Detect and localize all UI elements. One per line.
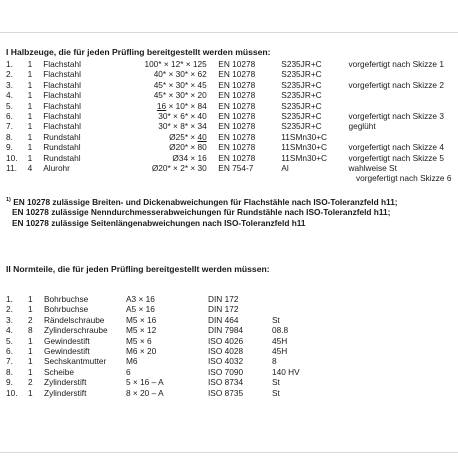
cell-note: vorgefertigt nach Skizze 3 (348, 111, 444, 122)
cell-mat: 45H (272, 335, 288, 346)
cell-dim: Ø34 × 16 (172, 152, 207, 163)
cell-dim: A5 × 16 (126, 304, 155, 315)
cell-note: vorgefertigt nach Skizze 1 (348, 59, 444, 69)
footnote (6, 197, 398, 228)
cell-note (348, 90, 458, 100)
cell-qty: 1 (28, 346, 33, 357)
cell-pos: 7. (6, 121, 13, 132)
cell-pos: 7. (6, 356, 13, 367)
cell-dim (108, 101, 207, 111)
cell-norm: ISO 4026 (208, 335, 244, 346)
cell-norm: EN 10278 (218, 79, 256, 90)
table-row (6, 153, 458, 163)
cell-mat (272, 294, 332, 304)
cell-norm: ISO 8735 (208, 387, 244, 398)
cell-dim: 40* × 30* × 62 (153, 69, 207, 80)
table-row (6, 132, 458, 142)
cell-name: Flachstahl (43, 79, 82, 90)
cell-pos: 2. (6, 304, 13, 315)
table-row (6, 69, 458, 79)
cell-name: Sechskantmutter (44, 356, 107, 367)
cell-dim: 45* × 30* × 45 (153, 79, 207, 90)
footnote-line1-text: EN 10278 zulässige Breiten- und Dickenabweichungen für Flachstähle nach ISO-Toleranzfeld h11; (13, 197, 398, 207)
cell-pos: 2. (6, 69, 13, 80)
cell-dim: M5 × 12 (126, 325, 157, 336)
cell-dim: Ø20* × 80 (169, 142, 207, 153)
cell-qty: 1 (27, 100, 33, 111)
cell-pos: 6. (6, 111, 13, 122)
cell-name: Zylinderschraube (44, 325, 108, 336)
cell-mat: St (272, 314, 280, 325)
cell-pos: 5. (6, 335, 13, 346)
cell-pos: 4. (6, 90, 13, 101)
cell-note (348, 132, 458, 142)
cell-norm: ISO 7090 (208, 366, 244, 377)
cell-norm: EN 10278 (218, 131, 256, 142)
cell-mat: Al (281, 163, 289, 174)
cell-name: Scheibe (44, 366, 74, 377)
cell-qty: 4 (27, 163, 33, 174)
cell-dim: M5 × 6 (126, 335, 152, 346)
cell-qty: 1 (27, 69, 33, 80)
cell-dim: 30* × 6* × 40 (158, 111, 207, 122)
cell-pos: 4. (6, 325, 13, 336)
cell-note: geglüht (348, 121, 376, 132)
cell-name: Flachstahl (43, 90, 82, 101)
cell-qty: 1 (27, 79, 33, 90)
cell-pos: 10. (6, 387, 18, 398)
cell-name: Gewindestift (44, 335, 90, 346)
cell-qty: 1 (28, 294, 33, 304)
cell-mat: 11SMn30+C (281, 142, 328, 153)
table-row (6, 325, 332, 335)
cell-norm: EN 754-7 (218, 163, 254, 174)
cell-mat: S235JR+C (281, 59, 322, 69)
cell-note: vorgefertigt nach Skizze 4 (348, 142, 444, 153)
cell-mat: 11SMn30+C (281, 131, 328, 142)
dim-suffix: × 10* × 84 (166, 100, 207, 111)
cell-qty: 1 (27, 152, 33, 163)
table-row (6, 90, 458, 100)
cell-name: Flachstahl (43, 69, 82, 80)
cell-norm: EN 10278 (218, 142, 256, 153)
cell-qty: 1 (27, 142, 33, 153)
table-row (6, 163, 458, 173)
footnote-line1 (6, 197, 398, 207)
section1-title: I Halbzeuge, die für jeden Prüfling bereitgestellt werden müssen: (6, 47, 271, 57)
cell-pos: 3. (6, 79, 13, 90)
cell-name: Bohrbuchse (44, 294, 89, 304)
cell-pos: 8. (6, 366, 13, 377)
table-row (6, 111, 458, 121)
bottom-rule (0, 452, 458, 453)
cell-pos: 3. (6, 314, 13, 325)
footnote-line3: EN 10278 zulässige Seitenlängenabweichungen nach ISO-Toleranzfeld h11 (12, 217, 306, 228)
table-row (6, 80, 458, 90)
table-row (6, 388, 332, 398)
cell-mat: 45H (272, 346, 288, 357)
table-row (6, 367, 332, 377)
cell-norm: EN 10278 (218, 100, 256, 111)
cell-note: vorgefertigt nach Skizze 2 (348, 79, 444, 90)
cell-dim: 45* × 30* × 20 (153, 90, 207, 101)
cell-qty: 1 (28, 387, 33, 398)
cell-qty: 1 (27, 131, 33, 142)
table-row (6, 377, 332, 387)
cell-name: Rändelschraube (44, 314, 105, 325)
cell-note: wahlweise St (348, 163, 397, 174)
cell-qty: 2 (28, 377, 33, 388)
cell-pos: 9. (6, 377, 13, 388)
table-row (6, 294, 332, 304)
dim-prefix: Ø25* × (169, 131, 198, 142)
cell-qty: 1 (27, 90, 33, 101)
table-row (6, 304, 332, 314)
cell-norm: DIN 464 (208, 314, 239, 325)
cell-mat: S235JR+C (281, 111, 322, 122)
cell-pos: 9. (6, 142, 13, 153)
cell-mat: S235JR+C (281, 69, 322, 80)
cell-name: Rundstahl (43, 142, 81, 153)
section1-table (6, 59, 458, 173)
table-row (6, 142, 458, 152)
table-row (6, 101, 458, 111)
cell-qty: 1 (27, 121, 33, 132)
cell-pos: 10. (6, 152, 18, 163)
cell-name: Rundstahl (43, 152, 81, 163)
cell-norm: DIN 172 (208, 294, 239, 304)
cell-dim: M6 × 20 (126, 346, 157, 357)
table-row (6, 336, 332, 346)
cell-mat: S235JR+C (281, 79, 322, 90)
cell-name: Bohrbuchse (44, 304, 89, 315)
cell-qty: 2 (28, 314, 33, 325)
cell-norm: EN 10278 (218, 152, 256, 163)
cell-dim: 6 (126, 366, 131, 377)
cell-norm: DIN 172 (208, 304, 239, 315)
cell-norm: ISO 4032 (208, 356, 244, 367)
cell-norm: EN 10278 (218, 121, 256, 132)
cell-name: Flachstahl (43, 100, 82, 111)
cell-norm: EN 10278 (218, 59, 256, 69)
cell-dim: 5 × 16 – A (126, 377, 164, 388)
cell-dim: 100* × 12* × 125 (144, 59, 207, 69)
cell-norm: DIN 7984 (208, 325, 244, 336)
cell-qty: 1 (27, 59, 33, 69)
cell-mat: 8 (272, 356, 277, 367)
table-row (6, 121, 458, 131)
cell-mat: S235JR+C (281, 90, 322, 101)
cell-name: Zylinderstift (44, 377, 87, 388)
cell-name: Flachstahl (43, 111, 82, 122)
cell-name: Alurohr (43, 163, 70, 174)
cell-qty: 1 (27, 111, 33, 122)
cell-dim: A3 × 16 (126, 294, 155, 304)
cell-name: Zylinderstift (44, 387, 87, 398)
cell-note: vorgefertigt nach Skizze 5 (348, 152, 444, 163)
cell-pos: 5. (6, 100, 13, 111)
cell-name: Flachstahl (43, 59, 82, 69)
cell-pos: 1. (6, 59, 13, 69)
cell-norm: EN 10278 (218, 69, 256, 80)
table-row (6, 59, 458, 69)
cell-norm: EN 10278 (218, 111, 256, 122)
cell-pos: 8. (6, 131, 13, 142)
cell-qty: 1 (28, 304, 33, 315)
cell-note (348, 69, 458, 79)
top-rule (0, 32, 458, 33)
cell-norm: ISO 4028 (208, 346, 244, 357)
cell-mat: 140 HV (272, 366, 300, 377)
cell-mat: St (272, 377, 280, 388)
section2-table (6, 294, 332, 398)
cell-pos: 1. (6, 294, 13, 304)
cell-dim: M5 × 16 (126, 314, 157, 325)
cell-mat: 08.8 (272, 325, 289, 336)
cell-mat: S235JR+C (281, 100, 322, 111)
cell-dim: 8 × 20 – A (126, 387, 164, 398)
table-row (6, 346, 332, 356)
cell-mat (272, 304, 332, 314)
cell-norm: EN 10278 (218, 90, 256, 101)
cell-norm: ISO 8734 (208, 377, 244, 388)
cell-dim: 30* × 8* × 34 (158, 121, 207, 132)
cell-mat: St (272, 387, 280, 398)
table-row (6, 315, 332, 325)
cell-qty: 1 (28, 356, 33, 367)
cell-name: Rundstahl (43, 131, 81, 142)
cell-qty: 1 (28, 366, 33, 377)
cell-mat: 11SMn30+C (281, 152, 328, 163)
cell-dim: Ø20* × 2* × 30 (151, 163, 207, 174)
cell-pos: 11. (6, 163, 17, 174)
cell-pos: 6. (6, 346, 13, 357)
section2-title: II Normteile, die für jeden Prüfling bereitgestellt werden müssen: (6, 264, 270, 274)
cell-qty: 8 (28, 325, 33, 336)
cell-mat: S235JR+C (281, 121, 322, 132)
cell-name: Gewindestift (44, 346, 90, 357)
cell-dim: M6 (126, 356, 138, 367)
footnote-marker: 1) (6, 197, 11, 204)
cell-name: Flachstahl (43, 121, 82, 132)
dim-underlined: 16 (156, 100, 167, 111)
cell-qty: 1 (28, 335, 33, 346)
table-row (6, 356, 332, 366)
section1-extra-note: vorgefertigt nach Skizze 6 (356, 173, 452, 183)
cell-note (348, 101, 458, 111)
cell-dim (108, 132, 207, 142)
footnote-line2: EN 10278 zulässige Nenndurchmesserabweichungen für Rundstähle nach ISO-Toleranzfeld h11; (12, 207, 391, 218)
dim-underlined: 40 (197, 131, 207, 142)
